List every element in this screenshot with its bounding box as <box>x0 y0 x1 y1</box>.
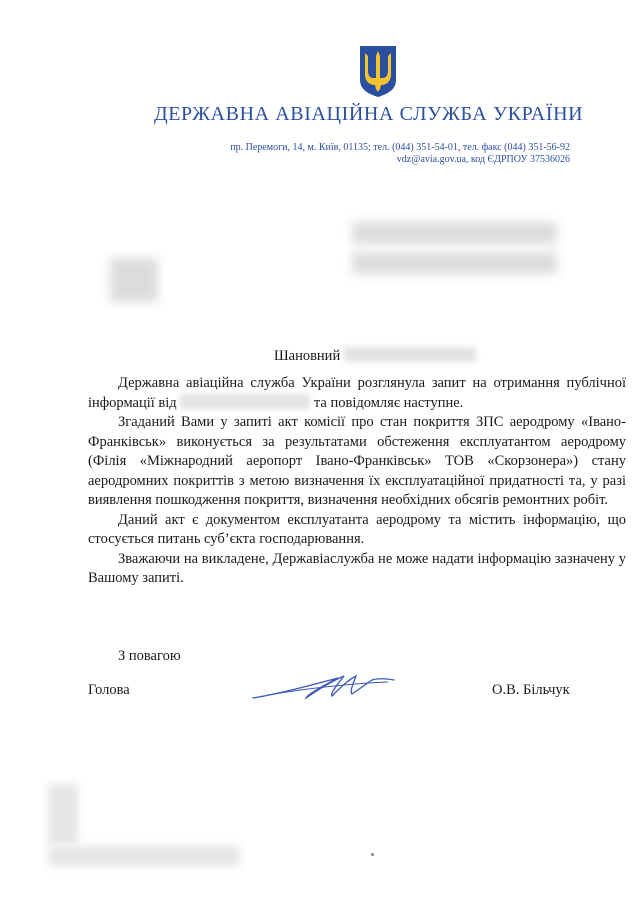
paragraph-2: Згаданий Вами у запиті акт комісії про стан покриття ЗПС аеродрому «Івано-Франківськ» виконується за результатами обстеження експлуатантом аеродрому (Філія «Міжнародний аеропорт Івано-Франківськ» ТОВ «Скорзонера») стану аеродромних покриттів з метою визначення їх експлуатаційної придатності та, у разі виявлення пошкодження покриття, визначення необхідних обсягів ремонтних робіт. <box>88 414 626 508</box>
redacted-footer-block <box>48 784 78 844</box>
signatory-name: О.В. Більчук <box>492 682 570 698</box>
redacted-recipient-block <box>352 252 557 274</box>
redacted-requester <box>180 394 310 409</box>
paragraph-3: Даний акт є документом експлуатанта аеродрому та містить інформацію, що стосується питань суб’єкта господарювання. <box>88 511 626 547</box>
redacted-recipient-block <box>352 222 557 244</box>
page-dot <box>371 853 374 856</box>
signatory-position: Голова <box>88 682 130 698</box>
paragraph-1: Державна авіаційна служба України розглянула запит на отримання публічної інформації від та повідомляє наступне. <box>88 375 626 411</box>
letter-body <box>88 374 626 589</box>
agency-contacts <box>150 142 570 166</box>
salutation-text: Шановний <box>274 348 341 364</box>
closing: З повагою <box>118 648 181 664</box>
salutation <box>274 347 476 365</box>
redacted-outgoing-number <box>110 258 158 302</box>
trident-emblem-icon <box>357 44 399 98</box>
redacted-name <box>344 347 476 362</box>
email-code-line: vdz@avia.gov.ua, код ЄДРПОУ 37536026 <box>396 154 570 165</box>
paragraph-4: Зважаючи на викладене, Державіаслужба не може надати інформацію зазначену у Вашому запиті. <box>88 550 626 586</box>
handwritten-signature <box>248 668 398 708</box>
redacted-footer-block <box>48 846 240 866</box>
agency-name: ДЕРЖАВНА АВІАЦІЙНА СЛУЖБА УКРАЇНИ <box>154 103 584 125</box>
address-line: пр. Перемоги, 14, м. Київ, 01135; тел. (044) 351-54-01, тел. факс (044) 351-56-92 <box>230 142 570 153</box>
